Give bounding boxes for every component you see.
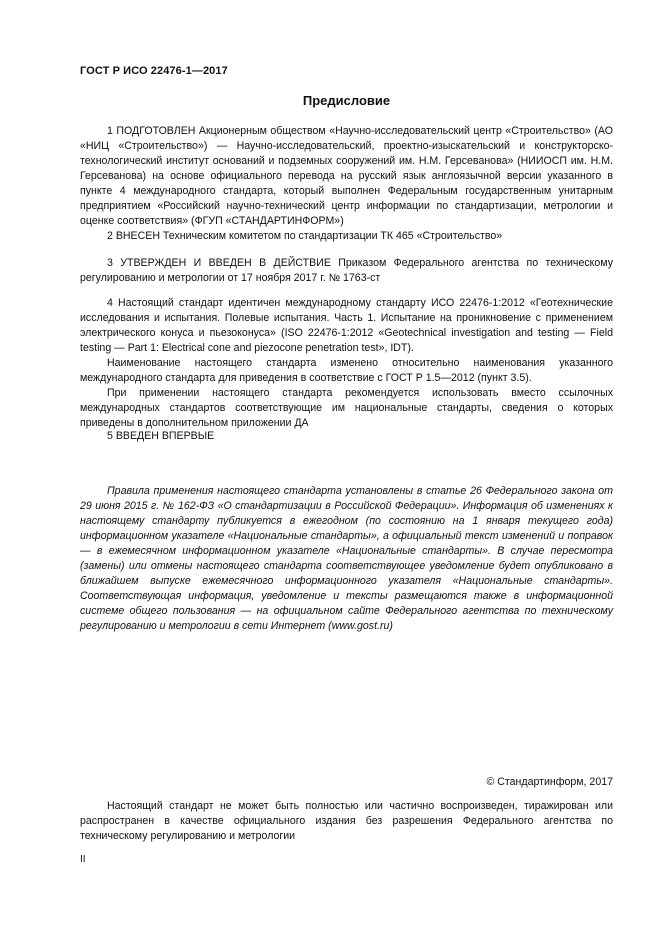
section-5-text: 5 ВВЕДЕН ВПЕРВЫЕ (107, 430, 215, 442)
section-2-text: 2 ВНЕСЕН Техническим комитетом по стандартизации ТК 465 «Строительство» (107, 230, 503, 242)
section-4-rename-note: Наименование настоящего стандарта изменено относительно наименования указанного международного стандарта для приведения в соответствие с ГОСТ Р 1.5—2012 (пункт 3.5). (80, 357, 613, 384)
copyright: © Стандартинформ, 2017 (486, 776, 613, 788)
section-5 (80, 429, 613, 444)
page-number: II (80, 854, 86, 865)
application-rules-text: Правила применения настоящего стандарта установлены в статье 26 Федерального закона от 29 июня 2015 г. № 162-ФЗ «О стандартизации в Российской Федерации». Информация об изменениях к настоящему стандарту публикуется в ежегодном (по состоянию на 1 января текущего года) информационном указателе «Национальные стандарты», а официальный текст изменений и поправок — в ежемесячном информационном указателе «Национальные стандарты». В случае пересмотра (замены) или отмены настоящего стандарта соответствующее уведомление будет опубликовано в ближайшем выпуске ежемесячного информационного указателя «Национальные стандарты». Соответствующая информация, уведомление и тексты размещаются также в информационной системе общего пользования — на официальном сайте Федерального агентства по техническому регулированию и метрологии в сети Интернет (www.gost.ru) (80, 485, 613, 632)
page-title: Предисловие (302, 93, 391, 108)
section-1 (80, 124, 613, 229)
section-1-text: 1 ПОДГОТОВЛЕН Акционерным обществом «Научно-исследовательский центр «Строительство» (АО «НИЦ «Строительство») — Научно-исследовательский, проектно-изыскательский и конструкторско-технологический институт оснований и подземных сооружений им. Н.М. Герсеванова» (НИИОСП им. Н.М. Герсеванова) на основе официального перевода на русский язык англоязычной версии указанного в пункте 4 международного стандарта, который выполнен Федеральным государственным унитарным предприятием «Российский научно-технический центр информации по стандартизации, метрологии и оценке соответствия» (ФГУП «СТАНДАРТИНФОРМ») (80, 125, 613, 227)
section-4 (80, 296, 613, 431)
section-2 (80, 229, 613, 244)
section-4-text: 4 Настоящий стандарт идентичен международному стандарту ИСО 22476-1:2012 «Геотехнические исследования и испытания. Полевые испытания. Часть 1. Испытание на проникновение с применением электрического конуса и пьезоконуса» (ISO 22476-1:2012 «Geotechnical investigation and testing — Field testing — Part 1: Electrical cone and piezocone penetration test», IDT). (80, 297, 613, 354)
section-3 (80, 256, 613, 286)
reproduction-notice (80, 799, 613, 844)
section-3-text: 3 УТВЕРЖДЕН И ВВЕДЕН В ДЕЙСТВИЕ Приказом Федерального агентства по техническому регулированию и метрологии от 17 ноября 2017 г. № 1763-ст (80, 257, 613, 284)
application-rules-notice (80, 484, 613, 634)
section-4-reference-note: При применении настоящего стандарта рекомендуется использовать вместо ссылочных международных стандартов соответствующие им национальные стандарты, сведения о которых приведены в дополнительном приложении ДА (80, 387, 613, 429)
document-code: ГОСТ Р ИСО 22476-1—2017 (80, 65, 228, 77)
reproduction-notice-text: Настоящий стандарт не может быть полностью или частично воспроизведен, тиражирован или распространен в качестве официального издания без разрешения Федерального агентства по техническому регулированию и метрологии (80, 800, 613, 842)
